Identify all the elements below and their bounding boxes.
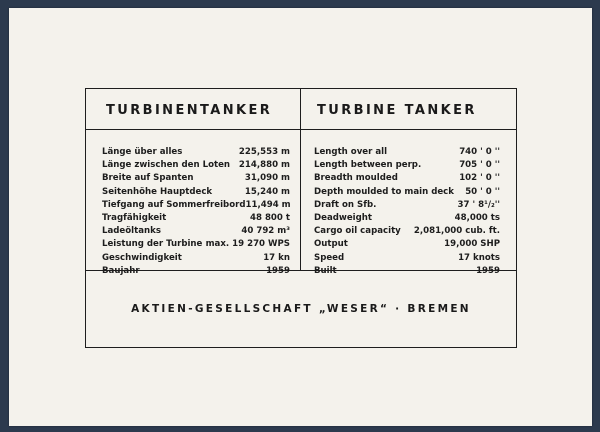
- spec-row: [314, 253, 500, 266]
- spec-label: Length over all: [314, 147, 388, 157]
- spec-value: 48,000 ts: [454, 212, 500, 223]
- spec-row: [314, 147, 500, 160]
- spec-row: [102, 226, 290, 239]
- spec-value: 15,240 m: [244, 186, 290, 197]
- english-specs: [314, 147, 500, 279]
- spec-row: [102, 147, 290, 160]
- spec-label: Depth moulded to main deck: [314, 186, 454, 197]
- spec-label: Leistung der Turbine: [102, 239, 203, 250]
- spec-label: Ladeöltanks: [102, 226, 161, 237]
- spec-value: 102 ' 0 '': [459, 173, 500, 184]
- spec-label: Länge zwischen den Loten: [102, 160, 231, 171]
- spec-value: 50 ' 0 '': [465, 186, 500, 197]
- spec-value: 17 knots: [458, 252, 500, 263]
- spec-value: 19,000 SHP: [444, 239, 500, 250]
- spec-value: 17 kn: [263, 252, 290, 263]
- column-divider: [300, 89, 301, 270]
- postcard: [9, 8, 592, 426]
- spec-row: [314, 160, 500, 173]
- spec-label: Breite auf Spanten: [102, 173, 194, 184]
- spec-label: Speed: [314, 252, 345, 263]
- spec-row: [102, 187, 290, 200]
- spec-value: 740 ' 0 '': [459, 147, 500, 157]
- spec-value: max. 19 270 WPS: [205, 239, 290, 250]
- spec-label: Deadweight: [314, 212, 373, 223]
- spec-label: Length between perp.: [314, 160, 422, 171]
- spec-table: [85, 88, 517, 348]
- title-divider: [86, 129, 516, 130]
- spec-value: 48 800 t: [250, 212, 290, 223]
- spec-value: 40 792 m³: [241, 226, 290, 237]
- spec-label: Cargo oil capacity: [314, 226, 401, 237]
- spec-label: Baujahr: [102, 265, 140, 276]
- spec-label: Built: [314, 265, 337, 276]
- spec-label: Output: [314, 239, 348, 250]
- spec-row: [102, 213, 290, 226]
- spec-row: [102, 160, 290, 173]
- spec-row: [314, 226, 500, 239]
- german-specs: [102, 147, 290, 279]
- spec-value: 31,090 m: [244, 173, 290, 184]
- spec-label: Seitenhöhe Hauptdeck: [102, 186, 213, 197]
- spec-value: 37 ' 8¹/₂'': [457, 199, 500, 210]
- spec-value: 11,494 m: [245, 199, 291, 210]
- spec-label: Tragfähigkeit: [102, 212, 167, 223]
- spec-value: 705 ' 0 '': [459, 160, 500, 171]
- spec-value: 214,880 m: [238, 160, 290, 171]
- spec-label: Geschwindigkeit: [102, 252, 182, 263]
- spec-value: 2,081,000 cub. ft.: [413, 226, 500, 237]
- german-title: TURBINENTANKER: [106, 103, 273, 118]
- spec-row: [102, 253, 290, 266]
- spec-label: Breadth moulded: [314, 173, 398, 184]
- spec-row: [314, 213, 500, 226]
- spec-label: Draft on Sfb.: [314, 199, 377, 210]
- spec-row: [102, 239, 290, 252]
- spec-row: [314, 200, 500, 213]
- spec-row: [314, 173, 500, 186]
- spec-row: [102, 200, 290, 213]
- english-title: TURBINE TANKER: [317, 103, 477, 118]
- spec-row: [314, 187, 500, 200]
- spec-row: [314, 239, 500, 252]
- spec-label: Länge über alles: [102, 147, 183, 157]
- spec-row: [102, 173, 290, 186]
- spec-value: 1959: [476, 265, 500, 276]
- company-footer: AKTIEN-GESELLSCHAFT „WESER“ · BREMEN: [131, 302, 471, 315]
- spec-value: 225,553 m: [238, 147, 290, 157]
- spec-value: 1959: [266, 265, 290, 276]
- spec-label: Tiefgang auf Sommerfreibord: [102, 199, 246, 210]
